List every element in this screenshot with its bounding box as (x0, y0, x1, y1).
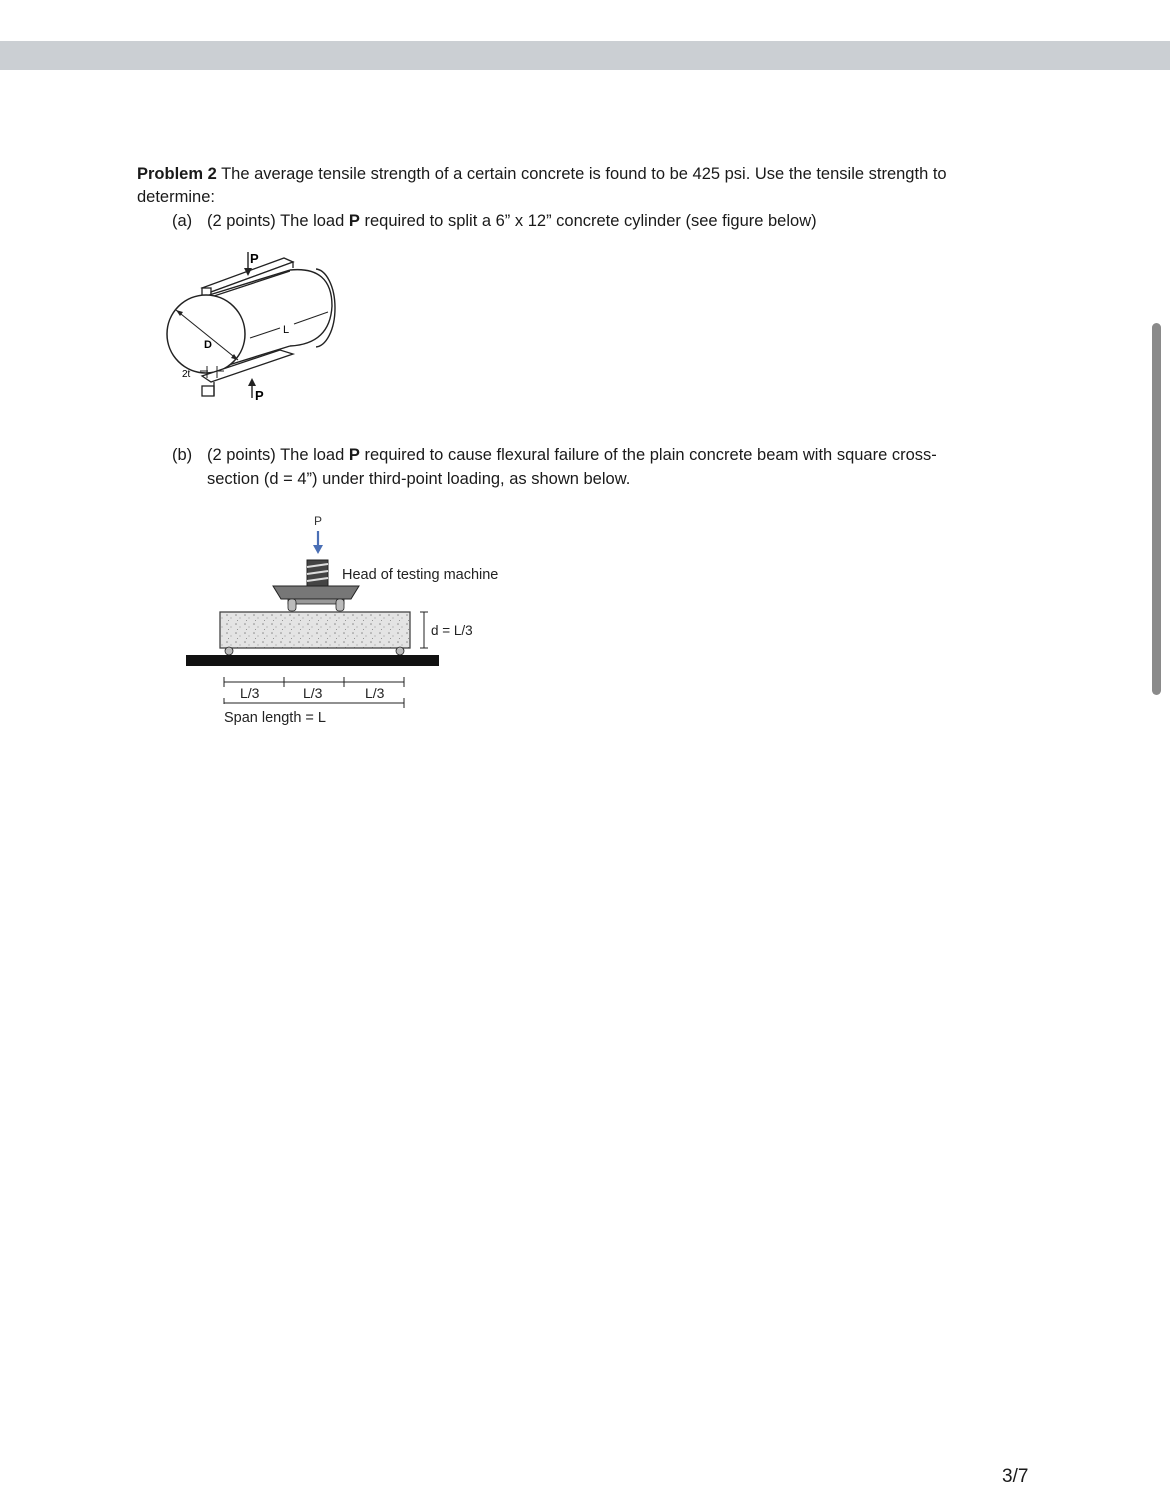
part-b-text (207, 443, 937, 491)
part-a-text (207, 209, 817, 233)
fig-a-load-top: P (250, 251, 259, 266)
fig-a-diameter-label: D (204, 339, 212, 351)
part-b-label: (b) (172, 446, 193, 464)
part-a-bold-p: P (348, 212, 360, 230)
fig-b-span-label: Span length = L (224, 710, 326, 726)
problem-intro (137, 163, 1017, 209)
third-point-loading-figure (180, 505, 520, 730)
part-a-label: (a) (172, 212, 193, 230)
split-cylinder-figure (160, 248, 360, 408)
fig-b-load-label: P (314, 514, 323, 528)
fig-b-segment-1: L/3 (240, 685, 260, 701)
fig-b-head-label: Head of testing machine (342, 567, 499, 583)
problem-title: Problem 2 (137, 165, 217, 183)
part-a-text-before: (2 points) The load (207, 212, 349, 230)
fig-a-load-bottom: P (255, 388, 264, 403)
problem-intro-text: The average tensile strength of a certain concrete is found to be 425 psi. Use the tensile strength to determine: (137, 165, 947, 206)
part-b-text-before: (2 points) The load (207, 446, 349, 464)
fig-b-depth-label: d = L/3 (431, 623, 473, 638)
part-b-text-line2: section (d = 4”) under third-point loading, as shown below. (207, 470, 631, 488)
page-number: 3/7 (1002, 1466, 1029, 1487)
fig-a-strip-label: 2t (182, 369, 191, 380)
fig-a-length-label: L (283, 324, 290, 336)
part-b-bold-p: P (348, 446, 360, 464)
part-a-text-after: required to split a 6” x 12” concrete cylinder (see figure below) (359, 212, 817, 230)
top-toolbar-bar (0, 41, 1170, 70)
vertical-scrollbar[interactable] (1152, 323, 1161, 695)
part-b-text-after: required to cause flexural failure of the plain concrete beam with square cross- (359, 446, 937, 464)
fig-b-segment-2: L/3 (303, 685, 323, 701)
fig-b-segment-3: L/3 (365, 685, 385, 701)
